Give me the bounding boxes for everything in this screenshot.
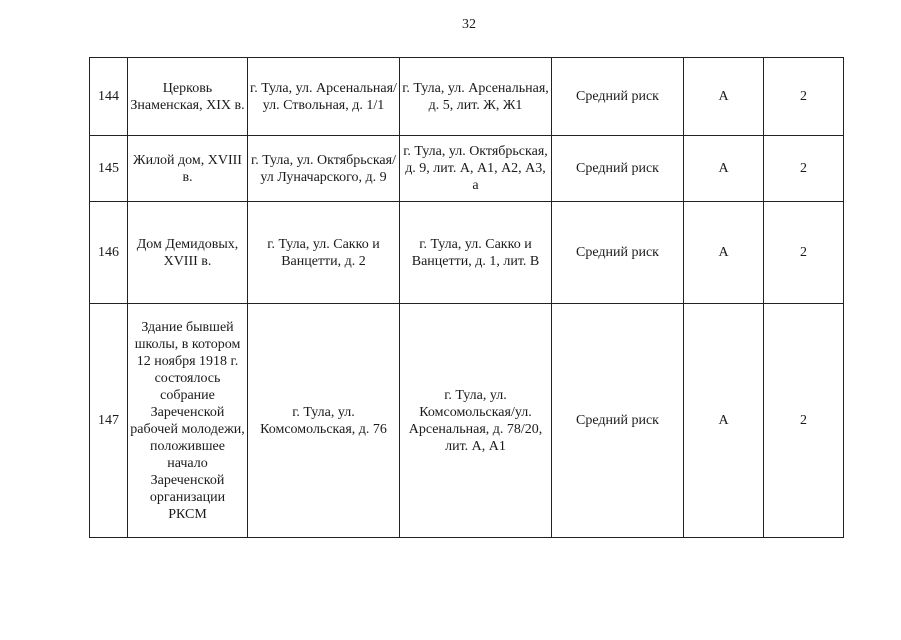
heritage-objects-table — [89, 57, 844, 538]
row-number-cell: 144 — [90, 58, 128, 136]
class-cell: 2 — [764, 202, 844, 304]
address-old-cell: г. Тула, ул. Арсенальная/ул. Ствольная, д. 1/1 — [248, 58, 400, 136]
address-new-cell: г. Тула, ул. Арсенальная, д. 5, лит. Ж, Ж1 — [400, 58, 552, 136]
page-number: 32 — [462, 17, 476, 32]
table-row — [90, 58, 844, 136]
table-row — [90, 304, 844, 538]
object-name-cell: Дом Демидовых, XVIII в. — [128, 202, 248, 304]
table-row — [90, 136, 844, 202]
category-cell: А — [684, 304, 764, 538]
class-cell: 2 — [764, 136, 844, 202]
address-old-cell: г. Тула, ул. Октябрьская/ул Луначарского, д. 9 — [248, 136, 400, 202]
address-new-cell: г. Тула, ул. Октябрьская, д. 9, лит. А, А1, А2, А3, а — [400, 136, 552, 202]
class-cell: 2 — [764, 304, 844, 538]
object-name-cell: Жилой дом, XVIII в. — [128, 136, 248, 202]
category-cell: А — [684, 58, 764, 136]
row-number-cell: 145 — [90, 136, 128, 202]
address-old-cell: г. Тула, ул. Комсомольская, д. 76 — [248, 304, 400, 538]
object-name-cell: Здание бывшей школы, в котором 12 ноября 1918 г. состоялось собрание Зареченской рабочей молодежи, положившее начало Зареченской организации РКСМ — [128, 304, 248, 538]
address-old-cell: г. Тула, ул. Сакко и Ванцетти, д. 2 — [248, 202, 400, 304]
risk-cell: Средний риск — [552, 58, 684, 136]
row-number-cell: 147 — [90, 304, 128, 538]
object-name-cell: Церковь Знаменская, XIX в. — [128, 58, 248, 136]
risk-cell: Средний риск — [552, 202, 684, 304]
table-row — [90, 202, 844, 304]
category-cell: А — [684, 202, 764, 304]
class-cell: 2 — [764, 58, 844, 136]
row-number-cell: 146 — [90, 202, 128, 304]
risk-cell: Средний риск — [552, 136, 684, 202]
risk-cell: Средний риск — [552, 304, 684, 538]
address-new-cell: г. Тула, ул. Сакко и Ванцетти, д. 1, лит. В — [400, 202, 552, 304]
category-cell: А — [684, 136, 764, 202]
address-new-cell: г. Тула, ул. Комсомольская/ул. Арсенальная, д. 78/20, лит. А, А1 — [400, 304, 552, 538]
